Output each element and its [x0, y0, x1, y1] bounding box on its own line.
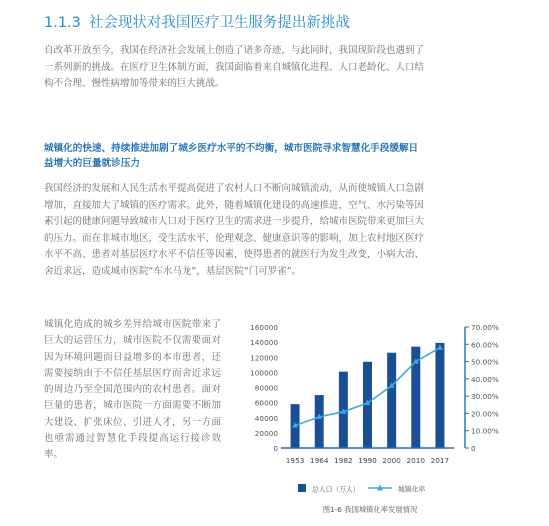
subheading: 城镇化的快速、持续推进加剧了城乡医疗水平的不均衡，城市医院寻求智慧化手段缓解日益增大的巨量就诊压力: [44, 143, 419, 169]
y-tick-label: 160000: [250, 323, 278, 332]
x-tick-label: 1982: [334, 456, 353, 465]
y-tick-label: 120000: [250, 353, 278, 363]
chart-bar: [315, 395, 324, 448]
right-tick-label: 10.00%: [471, 426, 499, 436]
right-tick-label: 50.00%: [471, 357, 499, 367]
right-tick-label: 30.00%: [471, 392, 499, 402]
body-paragraph: 我国经济的发展和人民生活水平提高促进了农村人口不断向城镇流动，从而使城镇人口急剧增加，直接加大了城镇的医疗需求。此外，随着城镇化建设的高速推进，空气、水污染等因素引起的健康问题导致城市人口对于医疗卫生的需求进一步提升，给城市医院带来更加巨大的压力。而在非城市地区，受生活水平、伦理观念、健康意识等的影响，加上农村地区医疗水平不高、患者对基层医疗水平不信任等因素，使得患者的就医行为发生改变，小病大治、舍近求远，造成城市医院“车水马龙”，基层医院“门可罗雀”。: [44, 183, 425, 277]
side-paragraph: 城镇化造成的城乡差异给城市医院带来了巨大的运营压力，城市医院不仅需要面对因为环境问题而日益增多的本市患者，还需要接纳由于不信任基层医疗而舍近求远的周边乃至全国范围内的农村患者。面对巨量的患者，城市医院一方面需要不断加大建设、扩张床位、引进人才，另一方面也亟需通过智慧化手段提高运行接诊效率。: [44, 319, 221, 461]
section-title-text: 社会现状对我国医疗卫生服务提出新挑战: [88, 15, 350, 31]
right-tick-label: 0: [471, 444, 476, 453]
right-tick-label: 60.00%: [471, 340, 499, 350]
x-tick-label: 2000: [382, 456, 401, 465]
y-tick-label: 60000: [254, 398, 278, 408]
right-tick-label: 70.00%: [471, 323, 499, 332]
x-tick-label: 2017: [430, 456, 450, 465]
urbanization-chart: [230, 315, 540, 520]
y-tick-label: 80000: [254, 383, 278, 393]
chart-bar: [435, 343, 444, 448]
legend-bar-label: 总人口（万人）: [312, 485, 360, 494]
y-tick-label: 20000: [254, 428, 278, 438]
intro-paragraph: 自改革开放至今，我国在经济社会发展上创造了诸多奇迹，与此同时，我国现阶段也遇到了一系列新的挑战。在医疗卫生体制方面，我国面临着来自城镇化进程、人口老龄化、人口结构不合理、慢性病增加等带来的巨大挑战。: [44, 45, 425, 89]
legend-line-label: 城镇化率: [398, 485, 426, 494]
legend-bar-swatch: [298, 484, 306, 492]
right-tick-label: 20.00%: [471, 409, 499, 419]
y-tick-label: 40000: [254, 413, 278, 423]
x-tick-label: 1953: [285, 456, 305, 465]
x-tick-label: 1990: [358, 456, 377, 465]
y-tick-label: 140000: [250, 338, 278, 348]
x-tick-label: 1964: [309, 456, 329, 465]
chart-caption: 图1-6 我国城镇化率发展情况: [322, 505, 418, 514]
section-title: [44, 11, 350, 32]
y-tick-label: 100000: [250, 368, 278, 378]
right-tick-label: 40.00%: [471, 374, 499, 384]
chart-bar: [387, 353, 396, 448]
y-tick-label: 0: [273, 444, 278, 453]
x-tick-label: 2010: [406, 456, 426, 465]
section-number: 1.1.3: [44, 15, 81, 31]
